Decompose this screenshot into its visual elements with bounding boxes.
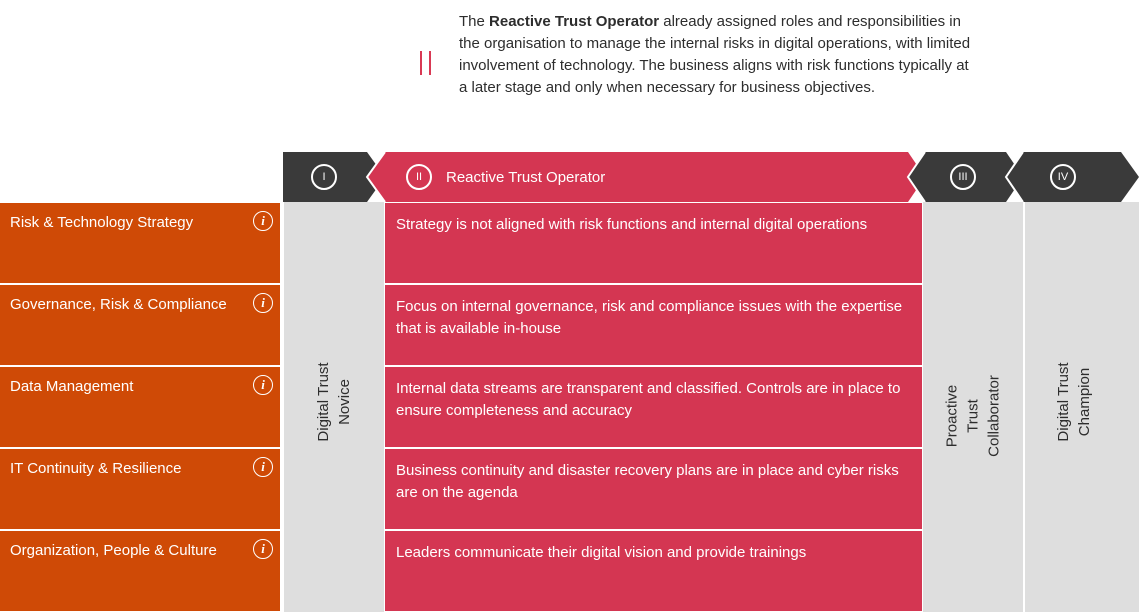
description-row: [385, 366, 922, 447]
intro-accent-mark: [420, 51, 432, 75]
info-icon[interactable]: i: [253, 457, 273, 477]
category-label: Data Management: [10, 378, 134, 395]
stage-numeral-1: I: [311, 164, 337, 190]
info-icon[interactable]: i: [253, 211, 273, 231]
description-text: Internal data streams are transparent and classified. Controls are in place to ensure completeness and accuracy: [396, 380, 901, 419]
description-row: [385, 202, 922, 283]
stage-tab-2[interactable]: [406, 152, 605, 202]
stage-vertical-label-4: Digital Trust Champion: [1055, 362, 1093, 442]
category-row-governance-risk-compliance[interactable]: [0, 284, 280, 365]
category-row-data-management[interactable]: [0, 366, 280, 447]
category-row-organization-people-culture[interactable]: [0, 530, 280, 611]
category-row-risk-technology-strategy[interactable]: [0, 202, 280, 283]
active-stage-descriptions: [385, 202, 922, 612]
intro-description: The Reactive Trust Operator already assigned roles and responsibilities in the organisation to manage the internal risks in digital operations, with limited involvement of technology. The business aligns with risk functions typically at a later stage and only when necessary for business objectives.: [459, 13, 971, 96]
category-column: [0, 202, 280, 612]
description-text: Business continuity and disaster recovery plans are in place and cyber risks are on the agenda: [396, 462, 899, 501]
category-label: Risk & Technology Strategy: [10, 214, 194, 231]
description-text: Focus on internal governance, risk and compliance issues with the expertise that is available in-house: [396, 298, 903, 337]
info-icon[interactable]: i: [253, 375, 273, 395]
stage-numeral-2: II: [406, 164, 432, 190]
stage-numeral-3: III: [950, 164, 976, 190]
category-label: IT Continuity & Resilience: [10, 460, 182, 477]
info-icon[interactable]: i: [253, 539, 273, 559]
description-row: [385, 530, 922, 611]
stage-tab-3[interactable]: [950, 152, 976, 202]
category-label: Governance, Risk & Compliance: [10, 296, 227, 313]
category-label: Organization, People & Culture: [10, 542, 217, 559]
info-icon[interactable]: i: [253, 293, 273, 313]
stage-tab-1[interactable]: [311, 152, 337, 202]
stage-numeral-4: IV: [1050, 164, 1076, 190]
stage-label-2: Reactive Trust Operator: [446, 168, 606, 186]
description-row: [385, 448, 922, 529]
intro-title: Reactive Trust Operator: [489, 13, 660, 30]
stage-vertical-label-1: Digital Trust Novice: [315, 362, 353, 442]
stage-tab-4[interactable]: [1050, 152, 1076, 202]
stage-vertical-label-3: Proactive Trust Collaborator: [943, 375, 1003, 457]
description-row: [385, 284, 922, 365]
category-row-it-continuity-resilience[interactable]: [0, 448, 280, 529]
description-text: Strategy is not aligned with risk functions and internal digital operations: [396, 216, 868, 233]
description-text: Leaders communicate their digital vision and provide trainings: [396, 544, 807, 561]
